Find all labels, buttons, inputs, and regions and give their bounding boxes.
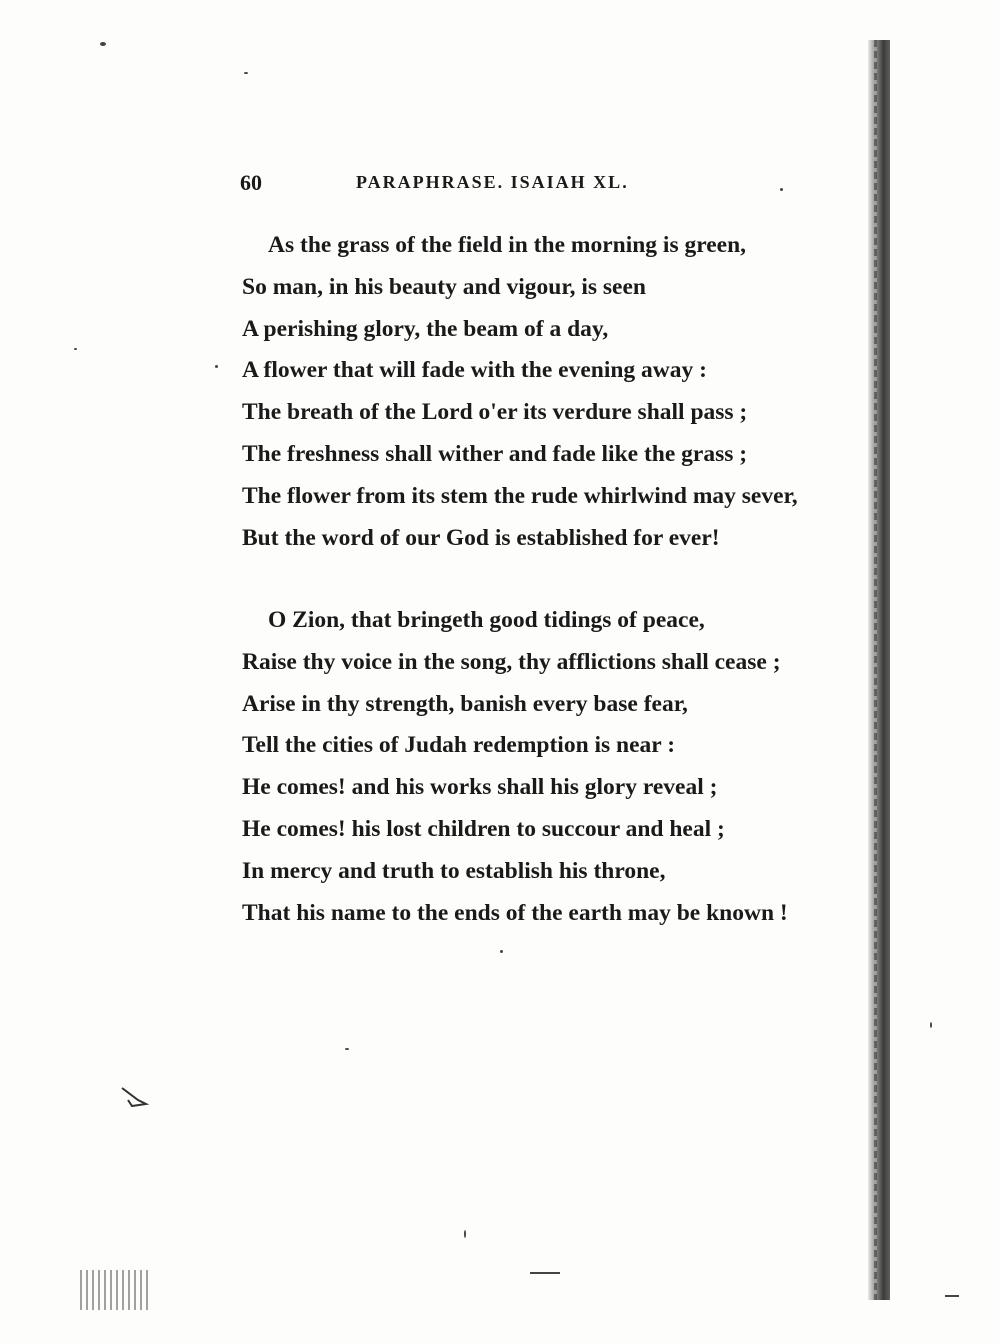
verse-line: Tell the cities of Judah redemption is near :	[242, 732, 676, 759]
verse-line: In mercy and truth to establish his throne,	[242, 857, 666, 884]
verse-line: As the grass of the field in the morning is green,	[268, 232, 747, 258]
verse-line: A flower that will fade with the evening away :	[242, 357, 707, 384]
stanza-2	[242, 600, 862, 934]
verse-line: He comes! and his works shall his glory reveal ;	[242, 774, 718, 801]
verse-line: But the word of our God is established for ever!	[242, 524, 720, 551]
pencil-mark-icon	[120, 1086, 150, 1108]
verse-line: Raise thy voice in the song, thy afflictions shall cease ;	[242, 648, 781, 675]
verse-line: That his name to the ends of the earth may be known !	[242, 899, 788, 926]
page-number: 60	[240, 170, 262, 195]
scan-speck	[244, 72, 248, 74]
scan-speck	[530, 1272, 560, 1274]
scan-speck	[215, 365, 218, 368]
verse-line: Arise in thy strength, banish every base fear,	[242, 690, 688, 717]
verse-line: The breath of the Lord o'er its verdure shall pass ;	[242, 399, 748, 426]
verse-line: So man, in his beauty and vigour, is seen	[242, 273, 646, 300]
verse-line: A perishing glory, the beam of a day,	[242, 315, 609, 342]
verse-line: O Zion, that bringeth good tidings of peace,	[268, 607, 705, 633]
scan-speck	[945, 1295, 959, 1297]
verse-line: He comes! his lost children to succour and heal ;	[242, 815, 725, 842]
running-head	[240, 170, 800, 204]
scan-speck	[74, 348, 77, 350]
scan-speck	[780, 188, 783, 191]
scan-artifact	[80, 1270, 150, 1310]
scan-speck	[100, 42, 106, 46]
scan-speck	[464, 1230, 466, 1238]
verse-line: The freshness shall wither and fade like the grass ;	[242, 440, 748, 467]
running-title: PARAPHRASE. ISAIAH XL.	[356, 172, 629, 192]
scan-speck	[345, 1048, 349, 1050]
stanza-1	[242, 225, 862, 559]
scan-speck	[500, 950, 503, 953]
scan-speck	[930, 1022, 932, 1028]
verse-line: The flower from its stem the rude whirlwind may sever,	[242, 482, 798, 509]
binding-shadow	[868, 40, 890, 1300]
